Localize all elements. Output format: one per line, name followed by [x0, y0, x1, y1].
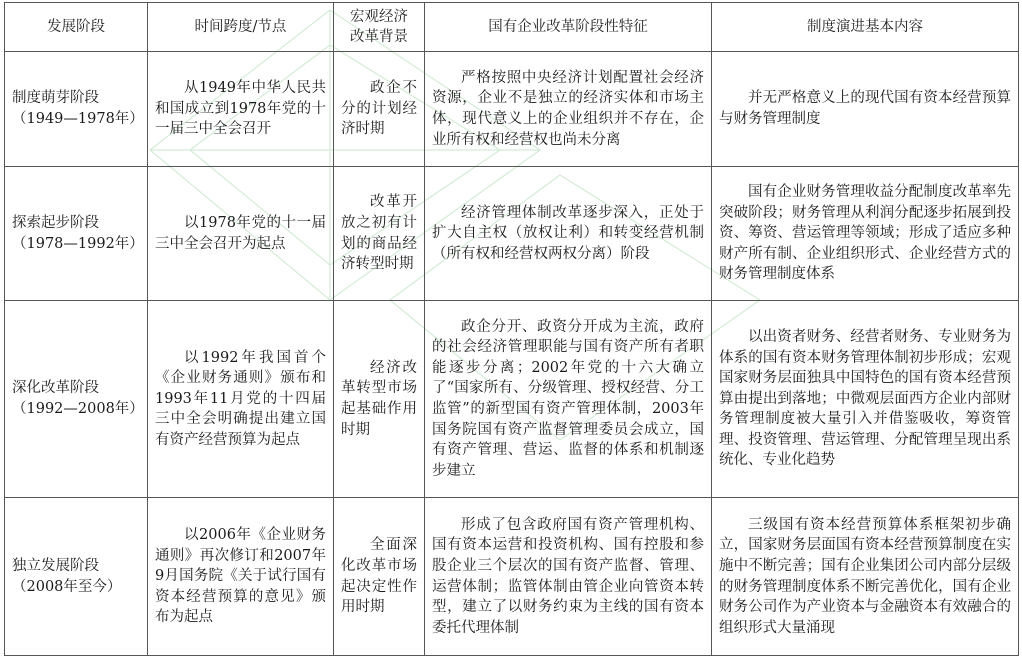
- stage-name: 深化改革阶段: [12, 380, 99, 397]
- content-cell: 国有企业财务管理收益分配制度改革率先突破阶段；财务管理从利润分配逐步拓展到投资、筹资、营运管理等领域；形成了适应多种财产所有制、企业组织形式、企业经营方式的财务管理制度体系: [712, 167, 1019, 301]
- content-cell: 并无严格意义上的现代国有资本经营预算与财务管理制度: [712, 52, 1019, 167]
- features-cell: 严格按照中央经济计划配置社会经济资源，企业不是独立的经济实体和市场主体，现代意义上的企业组织并不存在，企业所有权和经营权也尚未分离: [425, 52, 712, 167]
- stage-cell: [5, 52, 148, 167]
- content-cell: 以出资者财务、经营者财务、专业财务为体系的国有资本财务管理体制初步形成；宏观国家财务层面独具中国特色的国有资本经营预算由提出到落地；中微观层面西方企业内部财务管理制度被大量引入并借鉴吸收，筹资管理、投资管理、营运管理、分配管理呈现出系统化、专业化趋势: [712, 301, 1019, 498]
- table-row: [5, 52, 1019, 167]
- stage-cell: [5, 301, 148, 498]
- header-features: 国有企业改革阶段性特征: [425, 3, 712, 52]
- stage-cell: [5, 498, 148, 656]
- stage-name: 独立发展阶段: [12, 557, 99, 574]
- timespan-cell: 以1978年党的十一届三中全会召开为起点: [148, 167, 334, 301]
- header-content: 制度演进基本内容: [712, 3, 1019, 52]
- table-row: [5, 167, 1019, 301]
- stage-period: （2008年至今）: [12, 578, 122, 595]
- development-stages-table: [4, 2, 1019, 656]
- stage-name: 探索起步阶段: [12, 214, 99, 231]
- background-cell: 政企不分的计划经济时期: [334, 52, 425, 167]
- features-cell: 形成了包含政府国有资产管理机构、国有资本运营和投资机构、国有控股和参股企业三个层次的国有资产监督、管理、运营体制；监管体制由管企业向管资本转型，建立了以财务约束为主线的国有资本委托代理体制: [425, 498, 712, 656]
- timespan-cell: 以2006年《企业财务通则》再次修订和2007年9月国务院《关于试行国有资本经营预算的意见》颁布为起点: [148, 498, 334, 656]
- stage-name: 制度萌芽阶段: [12, 90, 99, 107]
- header-row: [5, 3, 1019, 52]
- background-cell: 全面深化改革市场起决定性作用时期: [334, 498, 425, 656]
- features-cell: 政企分开、政资分开成为主流，政府的社会经济管理职能与国有资产所有者职能逐步分离；2002年党的十六大确立了“国家所有、分级管理、授权经营、分工监管”的新型国有资产管理体制，2003年国务院国有资产监督管理委员会成立，国有资产管理、营运、监督的体系和机制逐步建立: [425, 301, 712, 498]
- features-cell: 经济管理体制改革逐步深入，正处于扩大自主权（放权让利）和转变经营机制（所有权和经营权两权分离）阶段: [425, 167, 712, 301]
- timespan-cell: 从1949年中华人民共和国成立到1978年党的十一届三中全会召开: [148, 52, 334, 167]
- header-background: 宏观经济改革背景: [334, 3, 425, 52]
- stage-period: （1978—1992年）: [12, 235, 144, 252]
- timespan-cell: 以1992年我国首个《企业财务通则》颁布和1993年11月党的十四届三中全会明确提出建立国有资产经营预算为起点: [148, 301, 334, 498]
- header-timespan: 时间跨度/节点: [148, 3, 334, 52]
- stage-period: （1992—2008年）: [12, 401, 144, 417]
- table-row: [5, 301, 1019, 498]
- header-stage: 发展阶段: [5, 3, 148, 52]
- stage-cell: [5, 167, 148, 301]
- table-row: [5, 498, 1019, 656]
- stage-period: （1949—1978年）: [12, 111, 144, 127]
- content-cell: 三级国有资本经营预算体系框架初步确立，国家财务层面国有资本经营预算制度在实施中不断完善；国有企业集团公司内部分层级的财务管理制度体系不断完善优化，国有企业财务公司作为产业资本与金融资本有效融合的组织形式大量涌现: [712, 498, 1019, 656]
- background-cell: 经济改革转型市场起基础作用时期: [334, 301, 425, 498]
- background-cell: 改革开放之初有计划的商品经济转型时期: [334, 167, 425, 301]
